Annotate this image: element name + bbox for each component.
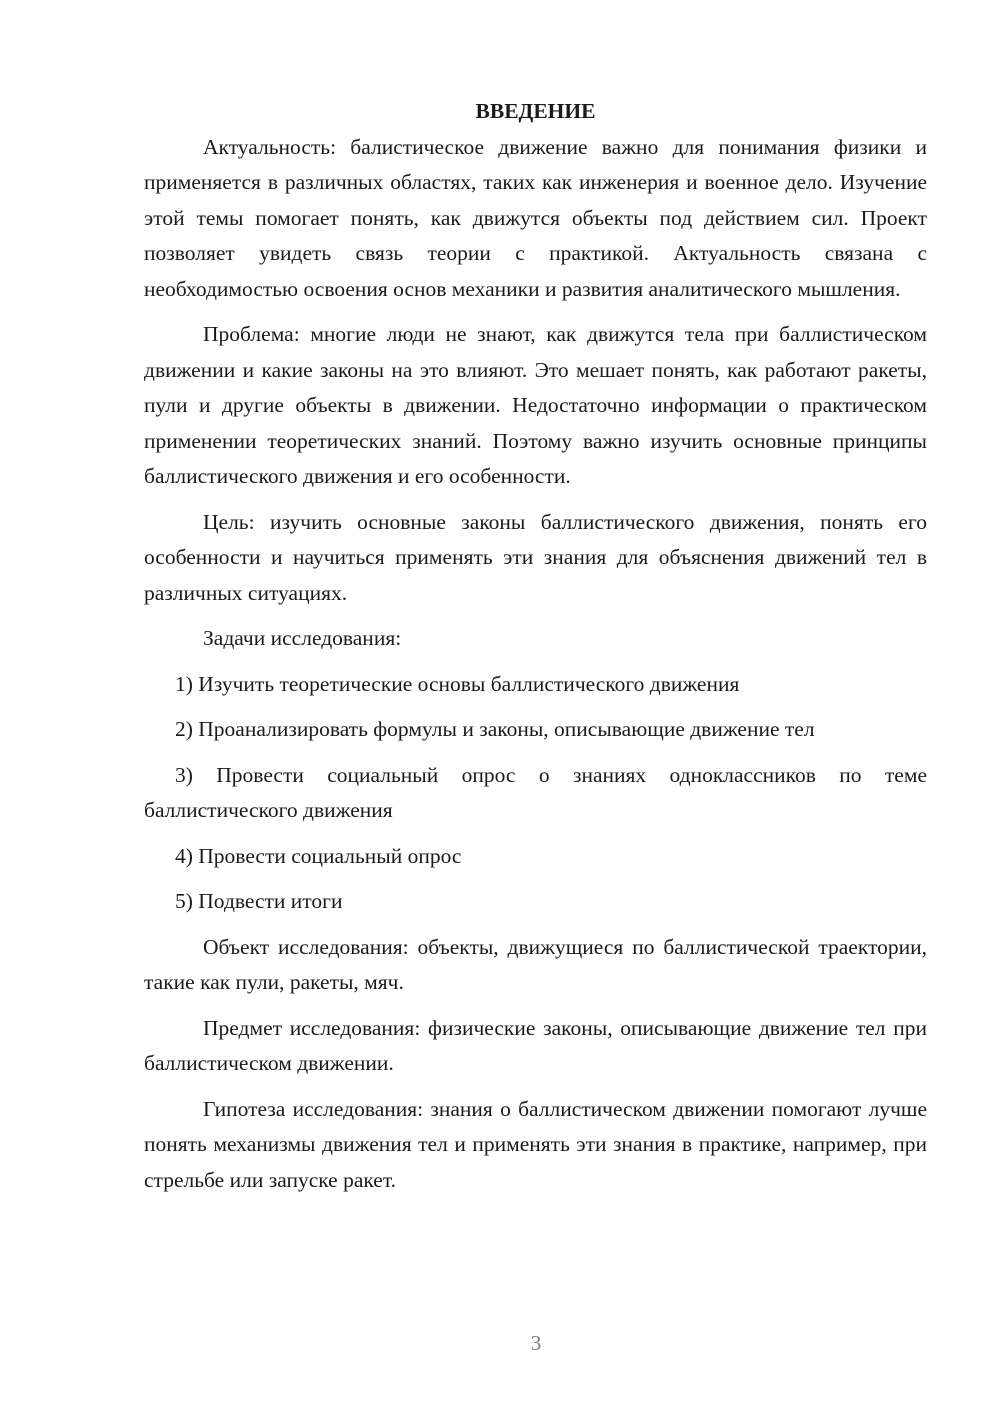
goal-paragraph: Цель: изучить основные законы баллистического движения, понять его особенности и научиться применять эти знания для объяснения движений тел в различных ситуациях.	[144, 509, 927, 605]
page-number: 3	[530, 1331, 542, 1355]
relevance-paragraph: Актуальность: балистическое движение важно для понимания физики и применяется в различных областях, таких как инженерия и военное дело. Изучение этой темы помогает понять, как движутся объекты под действием сил. Проект позволяет увидеть связь теории с практикой. Актуальность связана с необходимостью освоения основ механики и развития аналитического мышления.	[144, 134, 927, 301]
object-paragraph: Объект исследования: объекты, движущиеся по баллистической траектории, такие как пули, ракеты, мяч.	[144, 934, 927, 994]
task-item-1: 1) Изучить теоретические основы баллистического движения	[175, 671, 740, 696]
task-item-2: 2) Проанализировать формулы и законы, описывающие движение тел	[175, 717, 815, 741]
task-item-3: 3) Провести социальный опрос о знаниях одноклассников по теме баллистического движения	[144, 762, 927, 822]
page-body	[144, 94, 927, 1208]
tasks-heading: Задачи исследования:	[203, 626, 402, 650]
hypothesis-paragraph: Гипотеза исследования: знания о баллистическом движении помогают лучше понять механизмы движения тел и применять эти знания в практике, например, при стрельбе или запуске ракет.	[144, 1096, 927, 1192]
subject-paragraph: Предмет исследования: физические законы, описывающие движение тел при баллистическом движении.	[144, 1015, 927, 1075]
task-item-5: 5) Подвести итоги	[175, 889, 343, 913]
problem-paragraph: Проблема: многие люди не знают, как движутся тела при баллистическом движении и какие законы на это влияют. Это мешает понять, как работают ракеты, пули и другие объекты в движении. Недостаточно информации о практическом применении теоретических знаний. Поэтому важно изучить основные принципы баллистического движения и его особенности.	[144, 322, 927, 488]
document-title: ВВЕДЕНИЕ	[475, 99, 596, 123]
task-item-4: 4) Провести социальный опрос	[175, 843, 462, 868]
